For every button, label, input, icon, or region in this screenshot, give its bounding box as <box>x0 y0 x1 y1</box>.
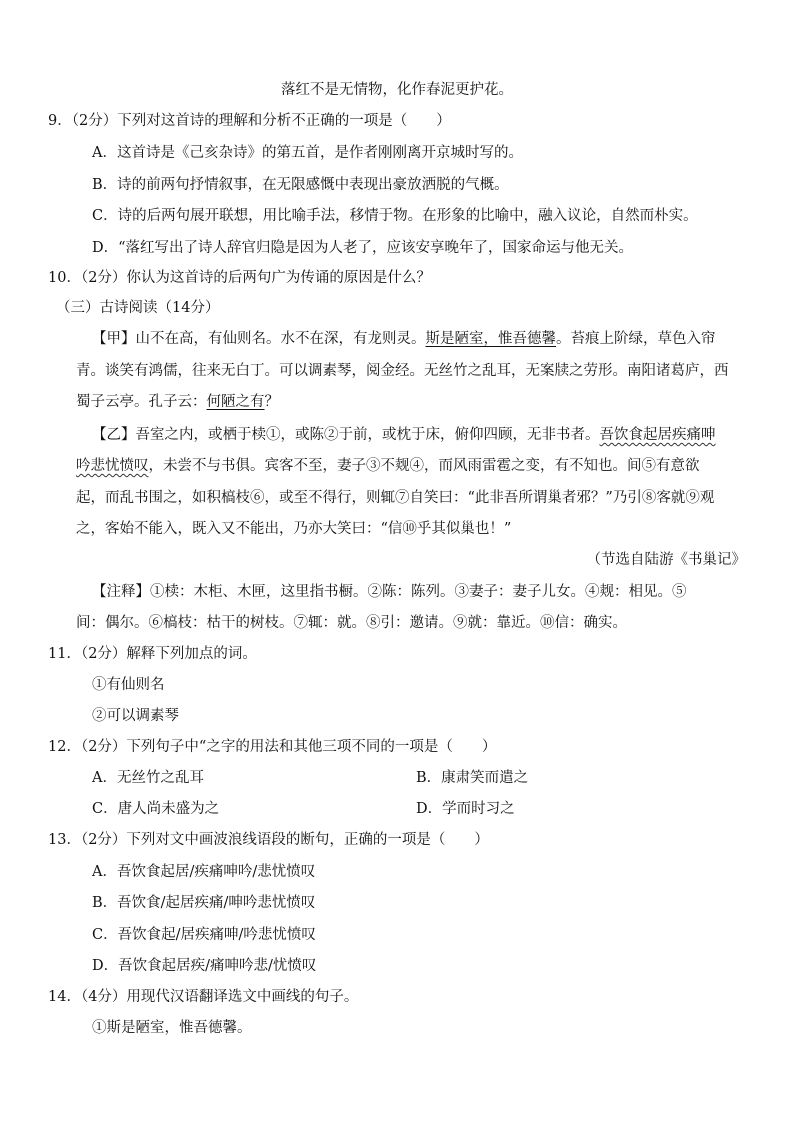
q13-option-b: B．吾饮食/起居疾痛/呻吟悲忧愤叹 <box>92 895 316 911</box>
jia-text: ？ <box>264 394 279 410</box>
yi-line-2 <box>76 456 700 476</box>
jia-line-3 <box>76 392 279 412</box>
q12-option-a: A．无丝竹之乱耳 <box>92 770 204 786</box>
yi-line-3: 起，而乱书围之，如积槁枝⑥，或至不得行，则辄⑦自笑曰：“此非吾所谓巢者邪？”乃引⑧客就⑨观 <box>76 490 715 506</box>
q14-item-1: ①斯是陋室，惟吾德馨。 <box>92 1020 252 1036</box>
jia-text: 。苔痕上阶绿，草色入帘 <box>556 331 716 347</box>
q9-option-d: D．“落红写出了诗人辞官归隐是因为人老了，应该安享晚年了，国家命运与他无关。 <box>92 240 634 256</box>
q13-option-a: A．吾饮食起居/疾痛呻吟/悲忧愤叹 <box>92 864 316 880</box>
q12-option-b: B．康肃笑而遣之 <box>416 770 529 786</box>
jia-line-1 <box>92 329 716 349</box>
jia-line-2: 青。谈笑有鸿儒，往来无白丁。可以调素琴，阅金经。无丝竹之乱耳，无案牍之劳形。南阳诸葛庐，西 <box>76 363 729 379</box>
yi-line-4: 之，客始不能入，既入又不能出，乃亦大笑曰：“信⑩乎其似巢也！” <box>76 521 512 537</box>
yi-source: （节选自陆游《书巢记》 <box>586 552 746 568</box>
q10-stem: 10．（2分）你认为这首诗的后两句广为传诵的原因是什么？ <box>48 270 431 286</box>
notes-line-2: 间：偶尔。⑥槁枝：枯干的树枝。⑦辄：就。⑧引：邀请。⑨就：靠近。⑩信：确实。 <box>76 615 627 631</box>
q9-option-c: C．诗的后两句展开联想，用比喻手法，移情于物。在形象的比喻中，融入议论，自然而朴实。 <box>92 208 698 224</box>
q13-option-c: C．吾饮食起/居疾痛呻/吟悲忧愤叹 <box>92 927 316 943</box>
q11-stem: 11．（2分）解释下列加点的词。 <box>48 646 257 662</box>
poem-line: 落红不是无情物，化作春泥更护花。 <box>281 82 513 98</box>
q12-option-c: C．唐人尚未盛为之 <box>92 801 220 817</box>
yi-wavy-segment: 吾饮食起居疾痛呻 <box>599 427 716 443</box>
q11-item-2: ②可以调素琴 <box>92 708 179 724</box>
q14-stem: 14．（4分）用现代汉语翻译选文中画线的句子。 <box>48 989 359 1005</box>
q9-option-a: A．这首诗是《己亥杂诗》的第五首，是作者刚刚离开京城时写的。 <box>92 145 523 161</box>
jia-text: 蜀子云亭。孔子云： <box>76 394 207 410</box>
jia-underlined-sentence-1: 斯是陋室，惟吾德馨 <box>425 331 556 347</box>
q13-option-d: D．吾饮食起居疾/痛呻吟悲/忧愤叹 <box>92 958 317 974</box>
yi-text: ，未尝不与书俱。宾客不至，妻子③不觌④，而风雨雷雹之变，有不知也。间⑤有意欲 <box>148 458 700 474</box>
q9-option-b: B．诗的前两句抒情叙事，在无限感慨中表现出豪放洒脱的气概。 <box>92 177 509 193</box>
notes-line-1: 【注释】①椟：木柜、木匣，这里指书橱。②陈：陈列。③妻子：妻子儿女。④觌：相见。⑤ <box>92 584 687 600</box>
section3-title: （三）古诗阅读（14分） <box>56 300 220 316</box>
q12-stem: 12．（2分）下列句子中“之字的用法和其他三项不同的一项是（ ） <box>48 739 497 755</box>
q11-item-1: ①有仙则名 <box>92 677 165 693</box>
q9-stem: 9．（2分）下列对这首诗的理解和分析不正确的一项是（ ） <box>48 113 451 129</box>
yi-text: 【乙】吾室之内，或栖于椟①，或陈②于前，或枕于床，俯仰四顾，无非书者。 <box>92 427 600 443</box>
jia-text: 【甲】山不在高，有仙则名。水不在深，有龙则灵。 <box>92 331 426 347</box>
yi-line-1 <box>92 425 716 445</box>
q12-option-d: D．学而时习之 <box>416 801 515 817</box>
yi-wavy-segment: 吟悲忧愤叹 <box>76 458 149 474</box>
q13-stem: 13．（2分）下列对文中画波浪线语段的断句，正确的一项是（ ） <box>48 832 489 848</box>
jia-underlined-sentence-2: 何陋之有 <box>206 394 265 410</box>
